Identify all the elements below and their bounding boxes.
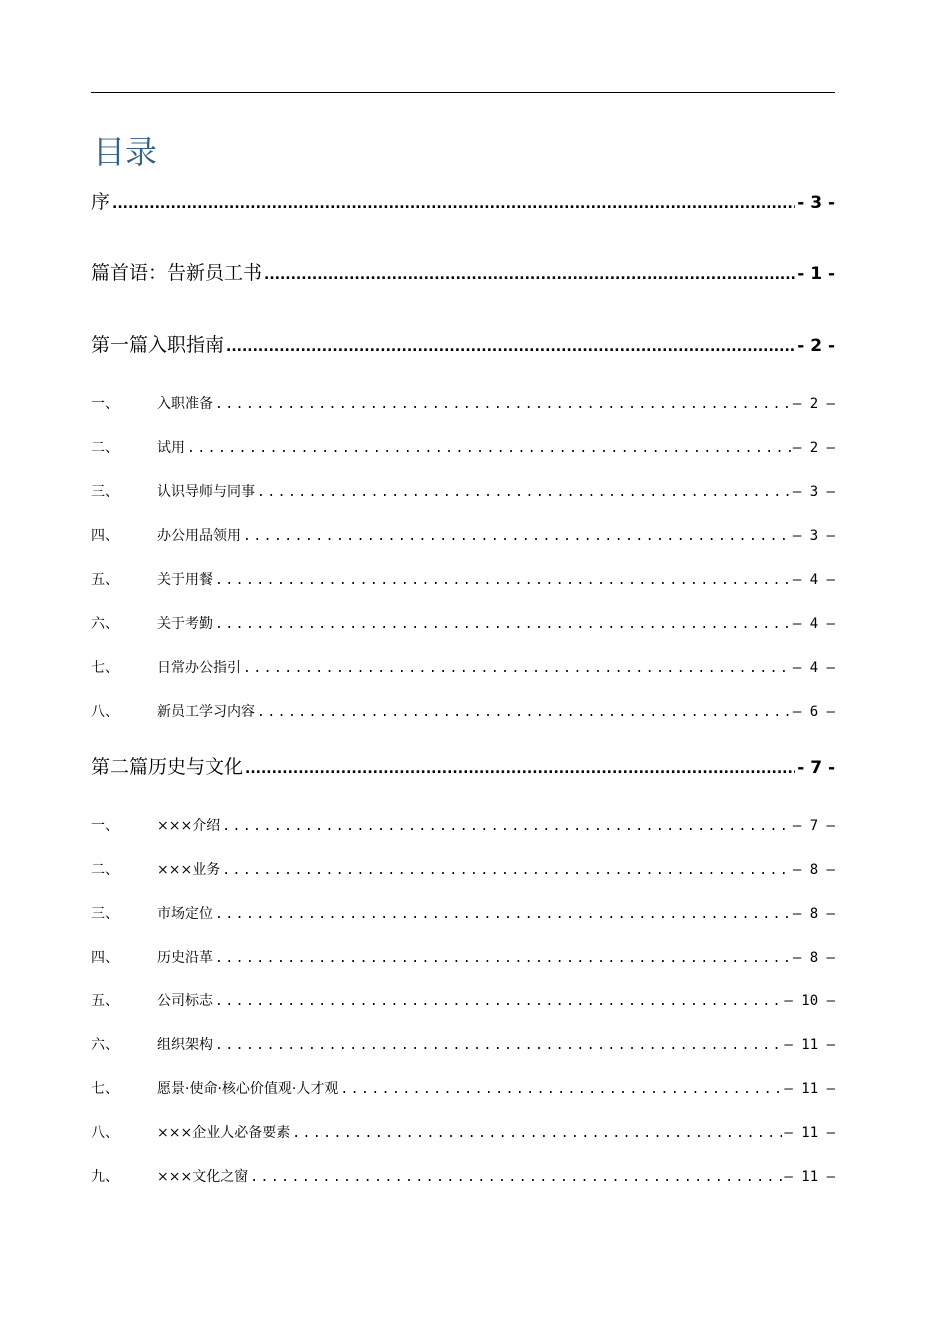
toc-item[interactable] bbox=[91, 570, 835, 591]
toc-leader-dots bbox=[215, 571, 791, 591]
toc-leader-dots bbox=[215, 615, 791, 635]
toc-item[interactable] bbox=[91, 438, 835, 459]
toc-item-number: 一、 bbox=[91, 396, 119, 412]
toc-item[interactable] bbox=[91, 1167, 835, 1188]
toc-page-number: - 7 - bbox=[797, 758, 835, 778]
toc-leader-dots bbox=[250, 1168, 782, 1188]
toc-entry-label: 认识导师与同事 bbox=[157, 484, 255, 500]
toc-entry-label: 试用 bbox=[157, 440, 185, 456]
toc-item-number: 六、 bbox=[91, 1037, 119, 1053]
toc-page-number: – 6 – bbox=[792, 704, 835, 720]
toc-item[interactable] bbox=[91, 1035, 835, 1056]
toc-item[interactable] bbox=[91, 816, 835, 837]
toc-entry-label: 序 bbox=[91, 191, 111, 213]
toc-item-number: 五、 bbox=[91, 572, 119, 588]
toc-entry-label: 组织架构 bbox=[157, 1037, 213, 1053]
toc-page-number: – 7 – bbox=[792, 818, 835, 834]
toc-section-part2[interactable] bbox=[91, 754, 835, 782]
toc-item-number: 七、 bbox=[91, 660, 119, 676]
toc-section-preface[interactable] bbox=[91, 189, 835, 217]
toc-item-number: 八、 bbox=[91, 704, 119, 720]
toc-item[interactable] bbox=[91, 948, 835, 969]
toc-page-number: - 2 - bbox=[797, 336, 835, 356]
toc-leader-dots bbox=[222, 817, 791, 837]
toc-leader-dots bbox=[243, 527, 791, 547]
toc-item[interactable] bbox=[91, 702, 835, 723]
toc-item[interactable] bbox=[91, 1079, 835, 1100]
toc-title: 目录 bbox=[93, 133, 158, 171]
toc-item-number: 八、 bbox=[91, 1125, 119, 1141]
toc-item-number: 三、 bbox=[91, 484, 119, 500]
toc-page-number: – 4 – bbox=[792, 616, 835, 632]
toc-item-number: 九、 bbox=[91, 1169, 119, 1185]
toc-leader-dots bbox=[340, 1080, 782, 1100]
toc-leader-dots bbox=[187, 439, 791, 459]
toc-page-number: – 11 – bbox=[784, 1081, 835, 1097]
toc-entry-label: 新员工学习内容 bbox=[157, 704, 255, 720]
toc-entry-label: 关于考勤 bbox=[157, 616, 213, 632]
toc-page-number: – 11 – bbox=[784, 1169, 835, 1185]
toc-page-number: – 4 – bbox=[792, 572, 835, 588]
toc-item-number: 二、 bbox=[91, 440, 119, 456]
toc-entry-label: ×××企业人必备要素 bbox=[157, 1125, 291, 1141]
toc-entry-label: 关于用餐 bbox=[157, 572, 213, 588]
toc-leader-dots bbox=[112, 191, 795, 217]
toc-page-number: - 3 - bbox=[797, 193, 835, 213]
toc-entry-label: 日常办公指引 bbox=[157, 660, 241, 676]
toc-leader-dots bbox=[215, 949, 791, 969]
toc-entry-label: 第二篇历史与文化 bbox=[91, 756, 244, 778]
toc-page-number: – 8 – bbox=[792, 906, 835, 922]
toc-item-number: 六、 bbox=[91, 616, 119, 632]
toc-leader-dots bbox=[245, 756, 795, 782]
toc-entry-label: 公司标志 bbox=[157, 993, 213, 1009]
toc-page-number: – 10 – bbox=[784, 993, 835, 1009]
toc-entry-label: 历史沿革 bbox=[157, 950, 213, 966]
toc-leader-dots bbox=[292, 1124, 782, 1144]
toc-item-number: 一、 bbox=[91, 818, 119, 834]
toc-entry-label: 市场定位 bbox=[157, 906, 213, 922]
toc-leader-dots bbox=[222, 861, 791, 881]
toc-leader-dots bbox=[257, 703, 791, 723]
toc-page-number: – 8 – bbox=[792, 950, 835, 966]
toc-item-number: 七、 bbox=[91, 1081, 119, 1097]
toc-entry-label: 入职准备 bbox=[157, 396, 213, 412]
toc-page-number: – 11 – bbox=[784, 1125, 835, 1141]
toc-entry-label: ×××介绍 bbox=[157, 818, 221, 834]
toc-leader-dots bbox=[226, 334, 795, 360]
toc-leader-dots bbox=[215, 992, 782, 1012]
toc-item-number: 二、 bbox=[91, 862, 119, 878]
toc-item[interactable] bbox=[91, 860, 835, 881]
toc-item-number: 四、 bbox=[91, 528, 119, 544]
toc-page-number: – 11 – bbox=[784, 1037, 835, 1053]
toc-leader-dots bbox=[264, 262, 795, 288]
toc-page-number: - 1 - bbox=[797, 264, 835, 284]
toc-page-number: – 2 – bbox=[792, 440, 835, 456]
toc-leader-dots bbox=[215, 1036, 782, 1056]
toc-item[interactable] bbox=[91, 482, 835, 503]
toc-item-number: 四、 bbox=[91, 950, 119, 966]
toc-entry-label: ×××业务 bbox=[157, 862, 221, 878]
toc-item[interactable] bbox=[91, 904, 835, 925]
toc-entry-label: 愿景·使命·核心价值观·人才观 bbox=[157, 1081, 339, 1097]
toc-entry-label: ×××文化之窗 bbox=[157, 1169, 249, 1185]
toc-item[interactable] bbox=[91, 394, 835, 415]
toc-item-number: 五、 bbox=[91, 993, 119, 1009]
toc-item-number: 三、 bbox=[91, 906, 119, 922]
toc-page-number: – 3 – bbox=[792, 528, 835, 544]
toc-page-number: – 2 – bbox=[792, 396, 835, 412]
toc-item[interactable] bbox=[91, 1123, 835, 1144]
toc-leader-dots bbox=[243, 659, 791, 679]
toc-page-number: – 8 – bbox=[792, 862, 835, 878]
toc-page-number: – 4 – bbox=[792, 660, 835, 676]
toc-leader-dots bbox=[215, 905, 791, 925]
toc-section-part1[interactable] bbox=[91, 332, 835, 360]
toc-page-number: – 3 – bbox=[792, 484, 835, 500]
toc-item[interactable] bbox=[91, 614, 835, 635]
toc-entry-label: 第一篇入职指南 bbox=[91, 334, 225, 356]
header-rule bbox=[91, 92, 835, 93]
toc-section-opening[interactable] bbox=[91, 260, 835, 288]
toc-leader-dots bbox=[257, 483, 791, 503]
toc-leader-dots bbox=[215, 395, 791, 415]
toc-item[interactable] bbox=[91, 991, 835, 1012]
toc-entry-label: 篇首语：告新员工书 bbox=[91, 262, 263, 284]
toc-item[interactable] bbox=[91, 526, 835, 547]
toc-item[interactable] bbox=[91, 658, 835, 679]
toc-entry-label: 办公用品领用 bbox=[157, 528, 241, 544]
